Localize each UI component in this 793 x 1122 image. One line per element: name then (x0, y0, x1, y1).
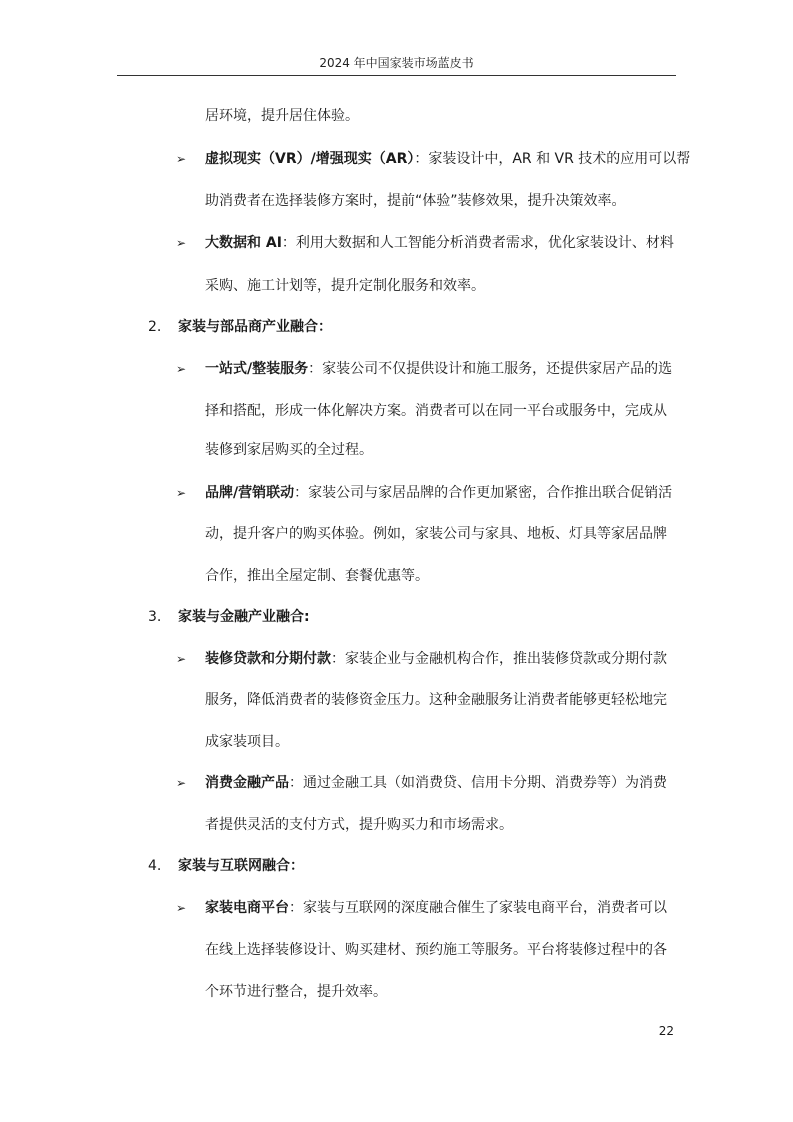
bullet-text: 家装设计中，AR 和 VR 技术的应用可以帮 (428, 151, 691, 167)
bullet-one-stop-service: 一站式/整装服务：家装公司不仅提供设计和施工服务，还提供家居产品的选 (205, 361, 673, 377)
page-number: 22 (658, 1024, 674, 1038)
bullet-text: 通过金融工具（如消费贷、信用卡分期、消费券等）为消费 (303, 775, 667, 791)
bullet-marker-icon: ➢ (176, 236, 187, 250)
bullet-text-line: 合作，推出全屋定制、套餐优惠等。 (205, 568, 429, 584)
bullet-brand-marketing: 品牌/营销联动：家装公司与家居品牌的合作更加紧密，合作推出联合促销活 (205, 485, 673, 501)
bullet-marker-icon: ➢ (176, 652, 187, 666)
bullet-text-line: 者提供灵活的支付方式，提升购买力和市场需求。 (205, 817, 513, 833)
bullet-text: 家装公司不仅提供设计和施工服务，还提供家居产品的选 (322, 361, 673, 377)
bullet-text-line: 服务，降低消费者的装修资金压力。这种金融服务让消费者能够更轻松地完 (205, 692, 667, 708)
section-heading: 家装与部品商产业融合： (178, 319, 332, 335)
bullet-text-line: 助消费者在选择装修方案时，提前“体验”装修效果，提升决策效率。 (205, 193, 626, 209)
section-number: 3. (148, 609, 162, 625)
section-number: 2. (148, 319, 162, 335)
bullet-text-line: 择和搭配，形成一体化解决方案。消费者可以在同一平台或服务中，完成从 (205, 403, 667, 419)
bullet-term: 消费金融产品 (205, 775, 289, 791)
bullet-loans-installments: 装修贷款和分期付款：家装企业与金融机构合作，推出装修贷款或分期付款 (205, 651, 667, 667)
section-heading: 家装与金融产业融合: (178, 609, 310, 625)
bullet-text: 家装公司与家居品牌的合作更加紧密，合作推出联合促销活 (308, 485, 673, 501)
bullet-term: 一站式/整装服务 (205, 361, 309, 377)
bullet-text: 家装与互联网的深度融合催生了家装电商平台，消费者可以 (303, 900, 667, 916)
bullet-marker-icon: ➢ (176, 362, 187, 376)
bullet-marker-icon: ➢ (176, 776, 187, 790)
bullet-marker-icon: ➢ (176, 901, 187, 915)
bullet-term: 虚拟现实（VR）/增强现实（AR） (205, 151, 415, 167)
bullet-text-line: 动，提升客户的购买体验。例如，家装公司与家具、地板、灯具等家居品牌 (205, 526, 667, 542)
bullet-marker-icon: ➢ (176, 152, 187, 166)
bullet-text-line: 装修到家居购买的全过程。 (205, 442, 373, 458)
bullet-text-line: 个环节进行整合，提升效率。 (205, 984, 387, 1000)
bullet-term: 大数据和 AI (205, 235, 282, 251)
section-heading: 家装与互联网融合： (178, 858, 304, 874)
bullet-text: 利用大数据和人工智能分析消费者需求，优化家装设计、材料 (295, 235, 674, 251)
bullet-marker-icon: ➢ (176, 486, 187, 500)
bullet-text-line: 采购、施工计划等，提升定制化服务和效率。 (205, 278, 485, 294)
bullet-text-line: 在线上选择装修设计、购买建材、预约施工等服务。平台将装修过程中的各 (205, 942, 667, 958)
header-divider (117, 75, 676, 76)
bullet-consumer-finance: 消费金融产品：通过金融工具（如消费贷、信用卡分期、消费券等）为消费 (205, 775, 667, 791)
bullet-term: 品牌/营销联动 (205, 485, 295, 501)
page-header-title: 2024 年中国家装市场蓝皮书 (319, 56, 474, 70)
bullet-term: 装修贷款和分期付款 (205, 651, 331, 667)
section-number: 4. (148, 858, 162, 874)
bullet-ecommerce-platform: 家装电商平台：家装与互联网的深度融合催生了家装电商平台，消费者可以 (205, 900, 667, 916)
bullet-vr-ar: 虚拟现实（VR）/增强现实（AR）：家装设计中，AR 和 VR 技术的应用可以帮 (205, 151, 691, 167)
bullet-text: 家装企业与金融机构合作，推出装修贷款或分期付款 (345, 651, 667, 667)
bullet-text-line: 成家装项目。 (205, 734, 289, 750)
bullet-term: 家装电商平台 (205, 900, 289, 916)
paragraph-continuation: 居环境，提升居住体验。 (205, 108, 359, 124)
bullet-bigdata-ai: 大数据和 AI：利用大数据和人工智能分析消费者需求，优化家装设计、材料 (205, 235, 674, 251)
